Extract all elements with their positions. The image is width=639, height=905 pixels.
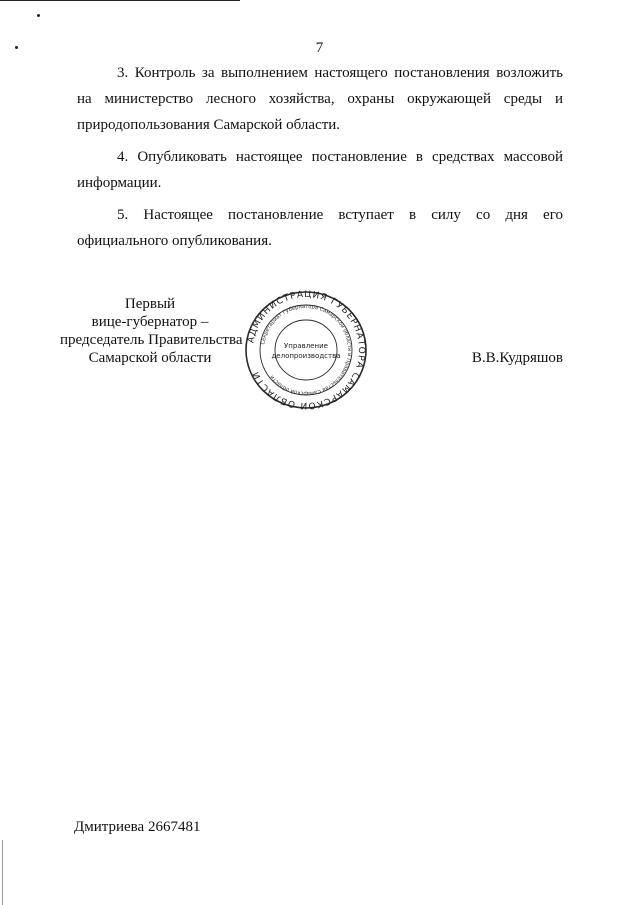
official-seal bbox=[241, 290, 371, 410]
page-number: 7 bbox=[315, 40, 324, 56]
seal-outer-text: АДМИНИСТРАЦИЯ ГУБЕРНАТОРА САМАРСКОЙ ОБЛАСТИ bbox=[246, 290, 367, 410]
document-body bbox=[77, 60, 563, 260]
seal-inner-text: Секретариат Губернатора Самарской области и Правительства Самарской области bbox=[260, 303, 353, 397]
signer-name: В.В.Кудряшов bbox=[471, 350, 563, 366]
seal-center-line: Управление bbox=[284, 342, 328, 350]
paragraph-4: 4. Опубликовать настоящее постановление в средствах массовой информации. bbox=[77, 149, 563, 191]
scan-artifact-dot bbox=[37, 14, 40, 17]
scan-artifact-edge bbox=[2, 840, 3, 905]
paragraph-3: 3. Контроль за выполнением настоящего постановления возложить на министерство лесного хозяйства, охраны окружающей среды и природопользования Самарской области. bbox=[77, 65, 563, 133]
paragraph-5: 5. Настоящее постановление вступает в силу со дня его официального опубликования. bbox=[77, 207, 563, 249]
signatory-title-line: вице-губернатор – bbox=[91, 314, 209, 330]
executor-note: Дмитриева 2667481 bbox=[74, 819, 201, 835]
seal-center-line: делопроизводства bbox=[271, 352, 341, 360]
svg-text:Секретариат Губернатора Самарс bbox=[260, 304, 352, 396]
signatory-title bbox=[60, 295, 243, 367]
scan-artifact-line bbox=[0, 0, 240, 1]
signatory-title-line: Самарской области bbox=[88, 350, 212, 366]
signatory-title-line: председатель Правительства bbox=[60, 332, 243, 348]
signatory-title-line: Первый bbox=[124, 296, 176, 312]
